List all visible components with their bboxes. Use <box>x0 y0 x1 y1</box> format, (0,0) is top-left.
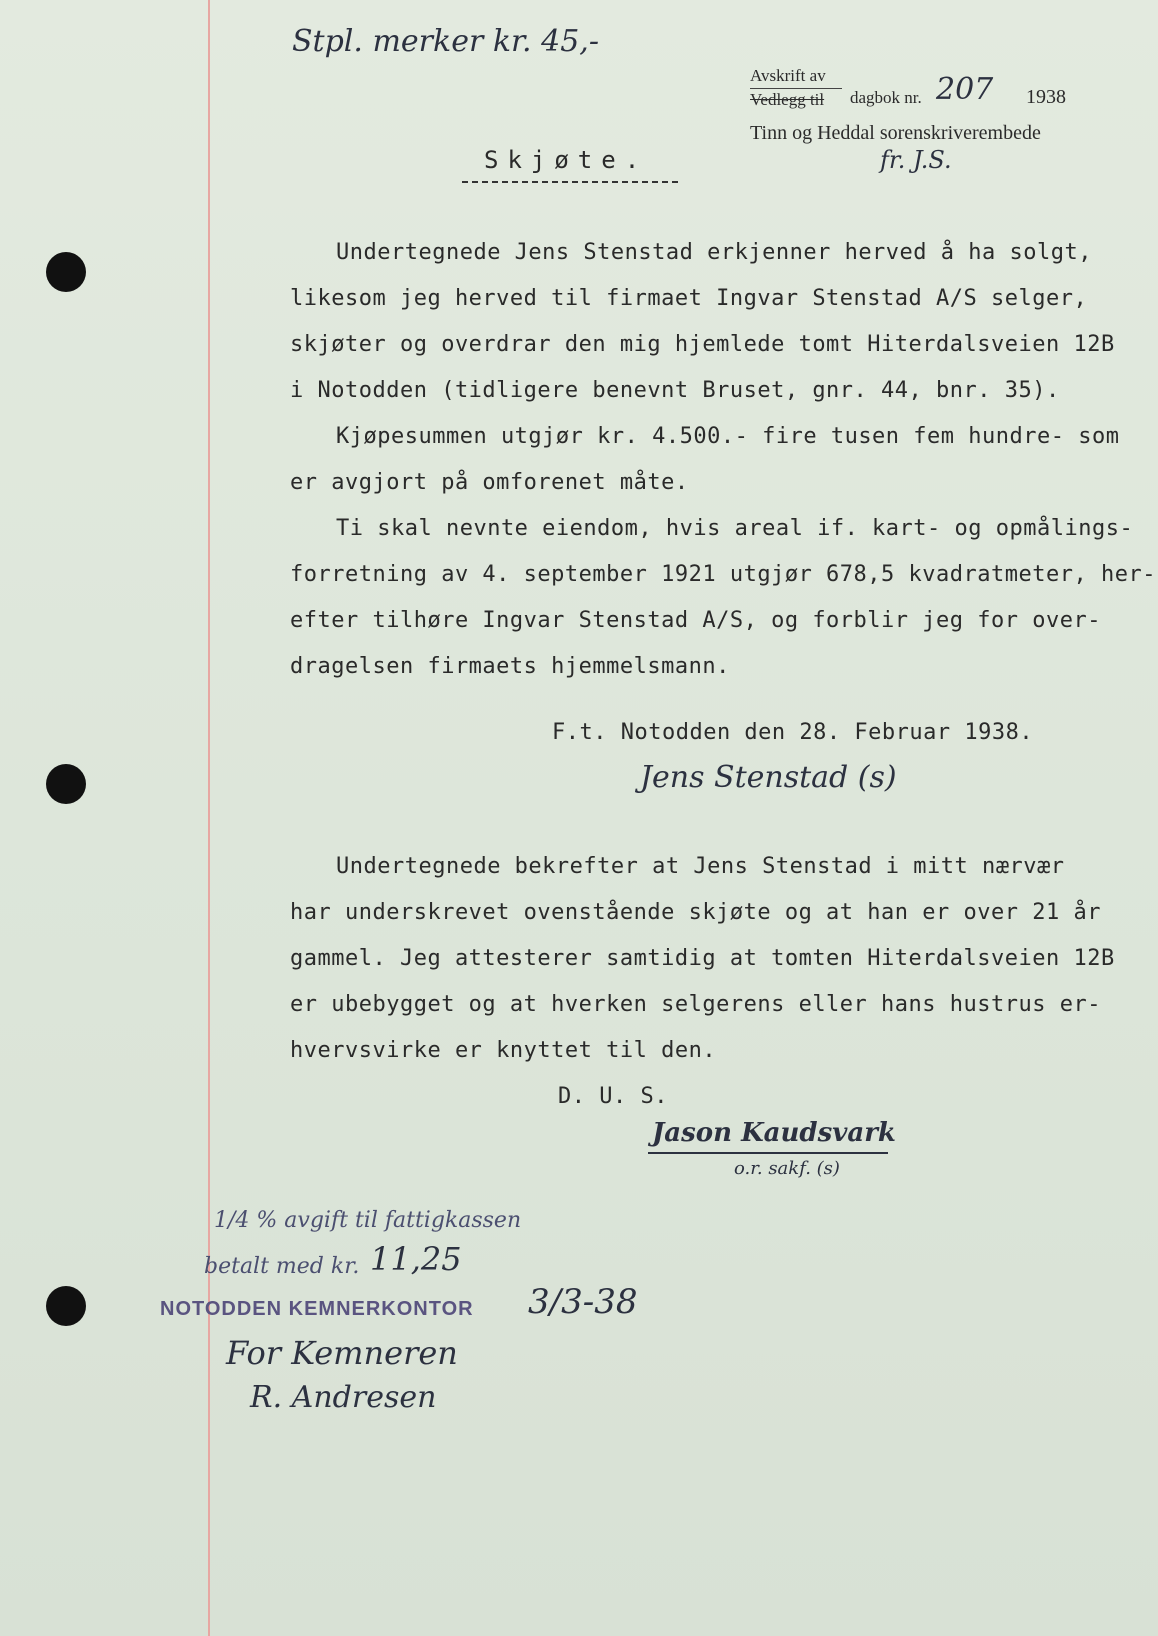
dus-mark: D. U. S. <box>558 1084 668 1109</box>
form-line-1-rule <box>750 88 842 89</box>
punch-hole-middle <box>46 764 86 804</box>
body-line: efter tilhøre Ingvar Stenstad A/S, og forblir jeg for over- <box>290 608 1101 633</box>
form-line-2-struck: Vedlegg til <box>750 90 825 109</box>
body-line: forretning av 4. september 1921 utgjør 678,5 kvadratmeter, her- <box>290 562 1156 587</box>
tax-date: 3/3-38 <box>528 1282 638 1322</box>
signature-witness-title: o.r. sakf. (s) <box>734 1158 840 1179</box>
office-signature-line-2: R. Andresen <box>250 1380 437 1415</box>
dagbok-year: 1938 <box>1026 86 1066 108</box>
tax-note-line-2: betalt med kr. <box>204 1254 360 1279</box>
office-stamp: NOTODDEN KEMNERKONTOR <box>160 1298 474 1320</box>
dagbok-number: 207 <box>936 72 994 107</box>
body-line: Undertegnede Jens Stenstad erkjenner herved å ha solgt, <box>336 240 1092 265</box>
punch-hole-top <box>46 252 86 292</box>
witness-line: gammel. Jeg attesterer samtidig at tomten Hiterdalsveien 12B <box>290 946 1115 971</box>
witness-line: hvervsvirke er knyttet til den. <box>290 1038 717 1063</box>
title-underline <box>462 181 678 183</box>
signature-witness: Jason Kaudsvark <box>652 1118 896 1148</box>
office-signature-line-1: For Kemneren <box>226 1334 458 1372</box>
witness-line: har underskrevet ovenstående skjøte og at han er over 21 år <box>290 900 1101 925</box>
tax-note-line-1: 1/4 % avgift til fattigkassen <box>214 1208 522 1233</box>
body-line: er avgjort på omforenet måte. <box>290 470 689 495</box>
form-line-3: Tinn og Heddal sorenskriverembede <box>750 122 1041 144</box>
stamp-fee-note: Stpl. merker kr. 45,- <box>292 24 599 59</box>
dagbok-label: dagbok nr. <box>850 88 922 107</box>
document-title: Skjøte. <box>484 146 649 174</box>
signature-witness-underline <box>648 1152 888 1154</box>
place-date: F.t. Notodden den 28. Februar 1938. <box>552 720 1034 745</box>
witness-line: Undertegnede bekrefter at Jens Stenstad i mitt nærvær <box>336 854 1065 879</box>
witness-line: er ubebygget og at hverken selgerens eller hans hustrus er- <box>290 992 1101 1017</box>
body-line: Ti skal nevnte eiendom, hvis areal if. kart- og opmålings- <box>336 516 1134 541</box>
body-line: dragelsen firmaets hjemmelsmann. <box>290 654 730 679</box>
body-line: likesom jeg herved til firmaet Ingvar Stenstad A/S selger, <box>290 286 1088 311</box>
punch-hole-bottom <box>46 1286 86 1326</box>
body-line: i Notodden (tidligere benevnt Bruset, gnr. 44, bnr. 35). <box>290 378 1060 403</box>
body-line: Kjøpesummen utgjør kr. 4.500.- fire tusen fem hundre- som <box>336 424 1120 449</box>
header-initials: fr. J.S. <box>880 146 952 174</box>
tax-amount: 11,25 <box>370 1240 462 1278</box>
body-line: skjøter og overdrar den mig hjemlede tomt Hiterdalsveien 12B <box>290 332 1115 357</box>
form-line-1: Avskrift av <box>750 66 826 85</box>
signature-seller: Jens Stenstad (s) <box>640 760 897 795</box>
margin-line <box>208 0 210 1636</box>
